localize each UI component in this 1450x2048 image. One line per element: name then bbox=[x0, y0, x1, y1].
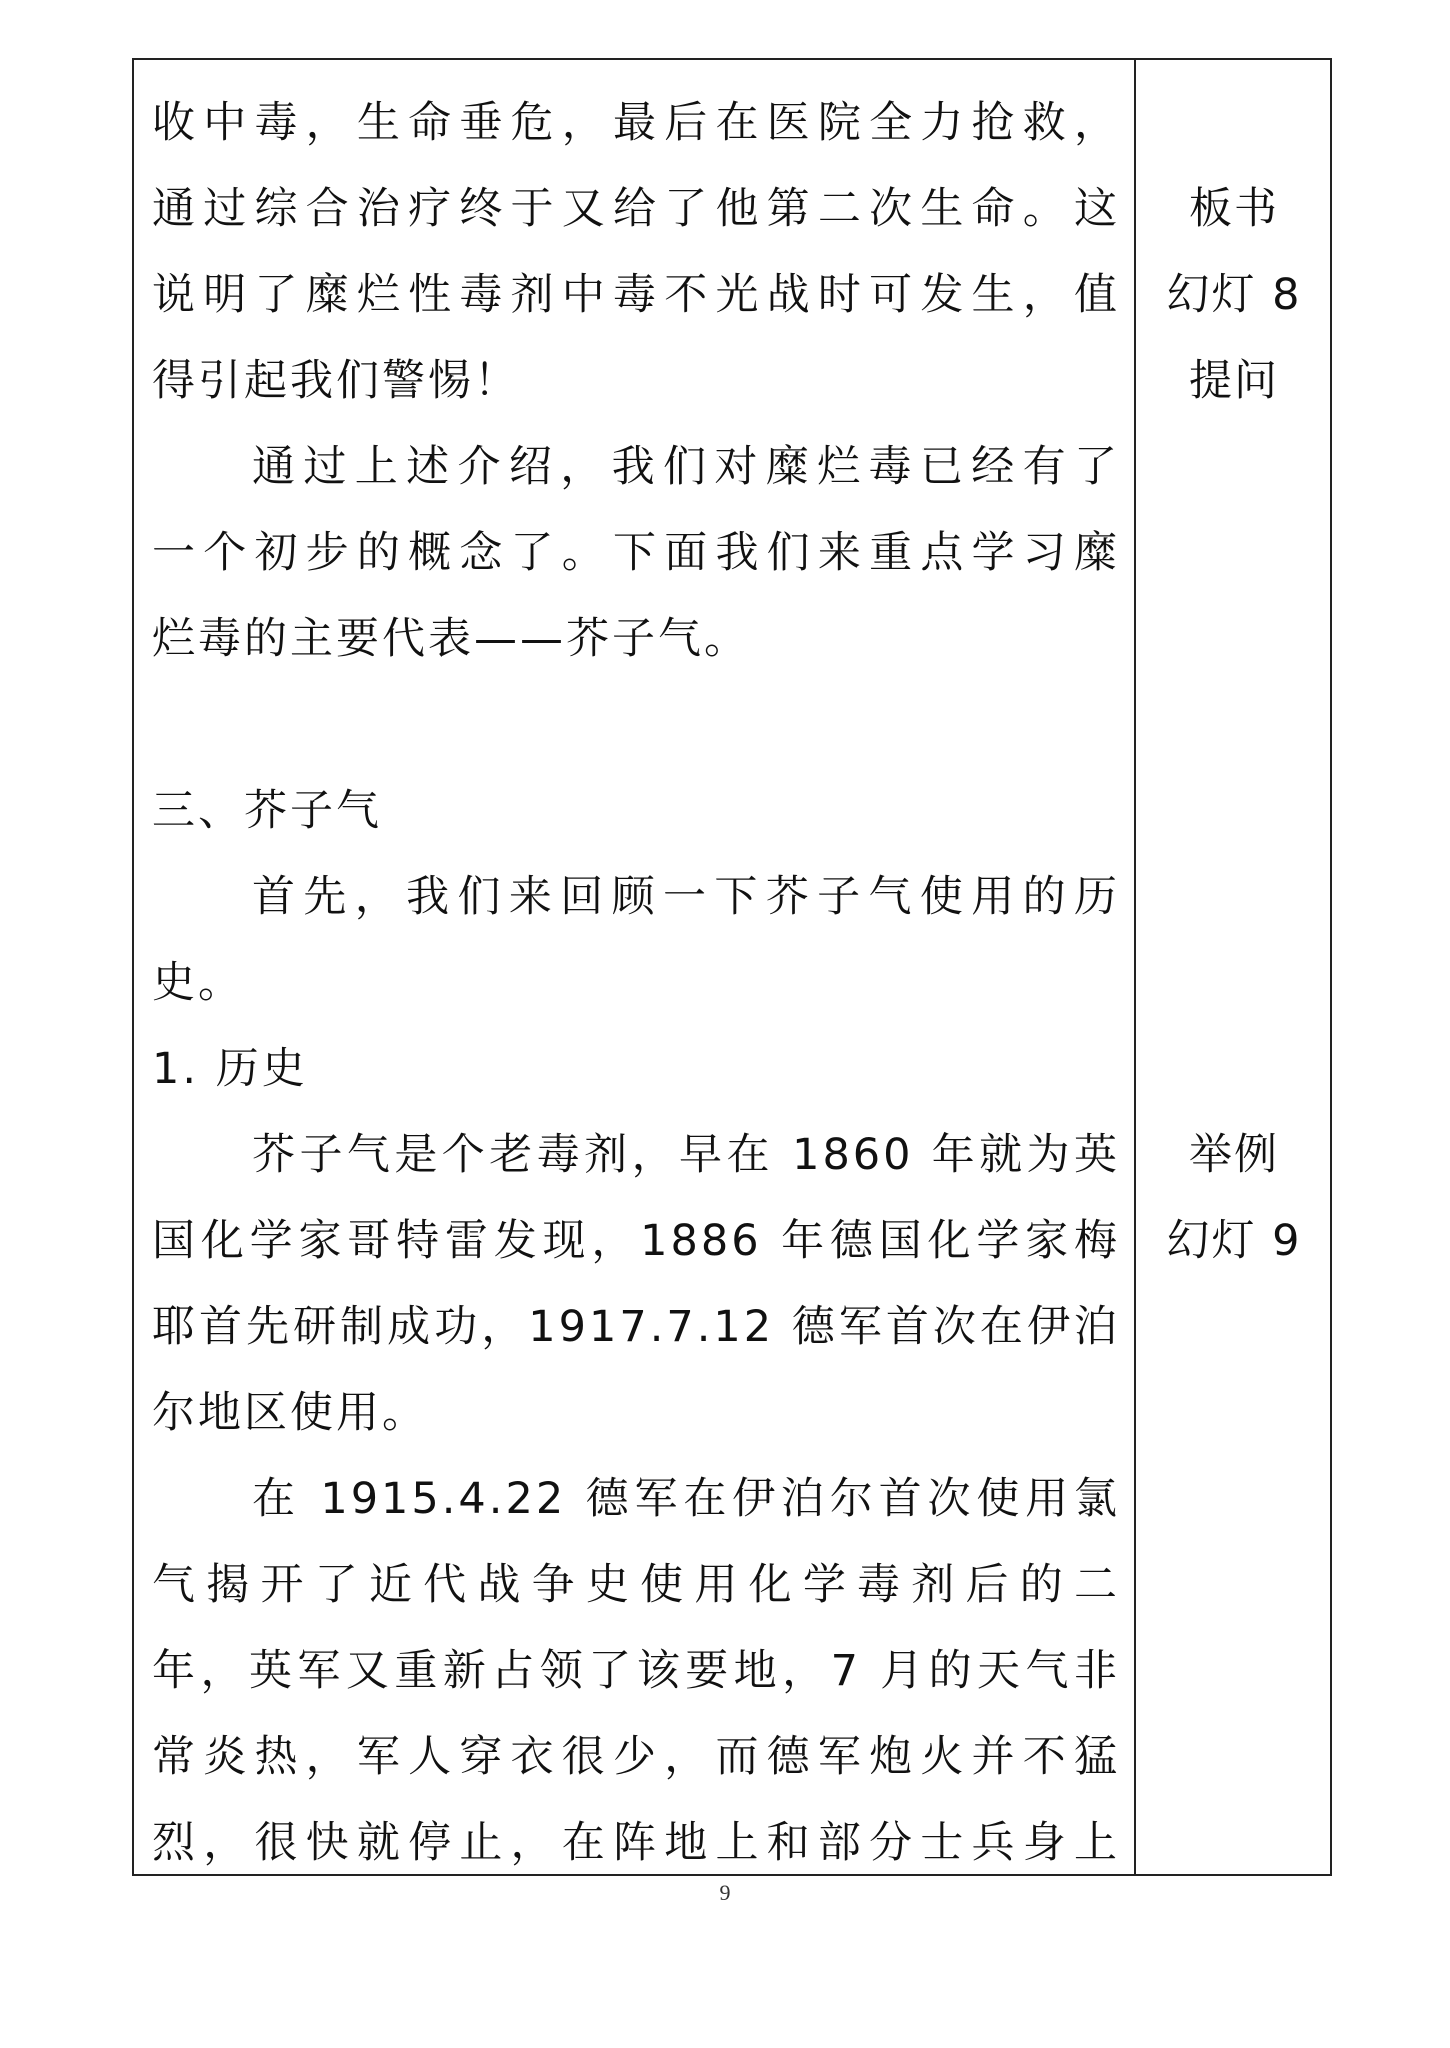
method-note-group bbox=[1136, 1112, 1332, 1284]
content-line: 一个初步的概念了。下面我们来重点学习糜 bbox=[152, 528, 1120, 578]
section-heading: 三、芥子气 bbox=[152, 786, 382, 836]
method-note: 幻灯 8 bbox=[1166, 270, 1302, 320]
blank-line bbox=[152, 682, 1120, 768]
lesson-content-column bbox=[152, 80, 1120, 1886]
content-line: 收中毒，生命垂危，最后在医院全力抢救， bbox=[152, 98, 1120, 148]
content-line: 得引起我们警惕！ bbox=[152, 356, 520, 406]
method-note: 举例 bbox=[1189, 1130, 1279, 1180]
content-line: 耶首先研制成功，1917.7.12 德军首次在伊泊 bbox=[152, 1302, 1120, 1352]
content-line: 在 1915.4.22 德军在伊泊尔首次使用氯 bbox=[252, 1474, 1120, 1524]
lesson-table bbox=[132, 58, 1332, 1876]
content-line: 史。 bbox=[152, 958, 244, 1008]
content-line: 烂毒的主要代表——芥子气。 bbox=[152, 614, 750, 664]
content-line: 烈，很快就停止，在阵地上和部分士兵身上 bbox=[152, 1818, 1120, 1868]
method-note: 板书 bbox=[1189, 184, 1279, 234]
method-note: 幻灯 9 bbox=[1166, 1216, 1302, 1266]
content-line: 首先，我们来回顾一下芥子气使用的历 bbox=[252, 872, 1120, 922]
page-number: 9 bbox=[719, 1880, 731, 1905]
content-line: 常炎热，军人穿衣很少，而德军炮火并不猛 bbox=[152, 1732, 1120, 1782]
method-note: 提问 bbox=[1189, 356, 1279, 406]
content-line: 气揭开了近代战争史使用化学毒剂后的二 bbox=[152, 1560, 1120, 1610]
method-note-group bbox=[1136, 166, 1332, 424]
subsection-heading: 1. 历史 bbox=[152, 1044, 308, 1094]
content-line: 通过上述介绍，我们对糜烂毒已经有了 bbox=[252, 442, 1120, 492]
content-line: 国化学家哥特雷发现，1886 年德国化学家梅 bbox=[152, 1216, 1120, 1266]
content-line: 尔地区使用。 bbox=[152, 1388, 428, 1438]
content-line: 通过综合治疗终于又给了他第二次生命。这 bbox=[152, 184, 1120, 234]
content-line: 年，英军又重新占领了该要地，7 月的天气非 bbox=[152, 1646, 1120, 1696]
content-line: 说明了糜烂性毒剂中毒不光战时可发生，值 bbox=[152, 270, 1120, 320]
content-line: 芥子气是个老毒剂，早在 1860 年就为英 bbox=[252, 1130, 1120, 1180]
